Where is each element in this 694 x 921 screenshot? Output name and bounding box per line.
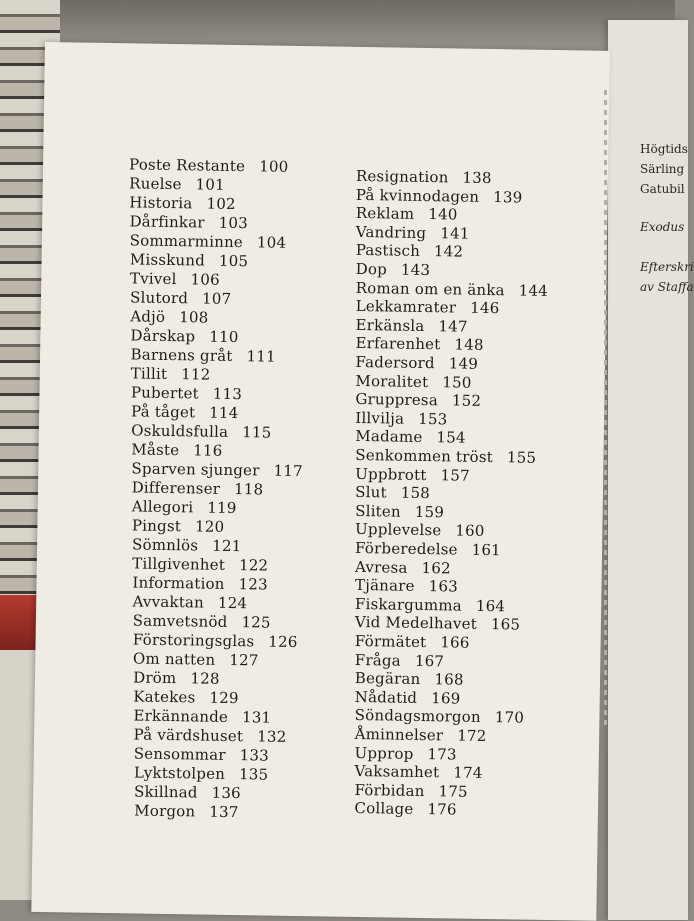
entry-title: Tvivel xyxy=(129,269,177,289)
entry-page-number: 118 xyxy=(233,480,264,499)
entry-title: På tåget xyxy=(130,402,196,422)
contents-entry xyxy=(133,668,220,687)
contents-entry xyxy=(132,497,237,517)
facing-page-line: Exodus xyxy=(640,220,685,234)
entry-page-number: 128 xyxy=(190,669,220,688)
entry-page-number: 126 xyxy=(268,632,298,652)
entry-page-number: 150 xyxy=(442,372,472,392)
entry-page-number: 164 xyxy=(475,596,506,616)
contents-entry xyxy=(355,706,525,727)
entry-title: Upplevelse xyxy=(354,520,442,540)
contents-entry xyxy=(354,744,456,764)
entry-page-number: 106 xyxy=(190,270,220,289)
contents-entry xyxy=(355,483,430,502)
entry-title: Allegori xyxy=(131,497,194,517)
entry-title: Tjänare xyxy=(354,576,415,596)
entry-page-number: 169 xyxy=(431,688,461,708)
entry-title: Sensommar xyxy=(133,744,226,764)
entry-title: Lyktstolpen xyxy=(133,763,226,783)
contents-entry xyxy=(129,174,225,194)
contents-entry xyxy=(134,744,269,764)
entry-page-number: 132 xyxy=(257,727,287,746)
contents-entry xyxy=(355,409,447,428)
contents-entry xyxy=(355,446,536,467)
contents-entry xyxy=(355,558,451,578)
entry-page-number: 144 xyxy=(518,281,549,300)
entry-page-number: 112 xyxy=(181,365,211,384)
entry-title: Gruppresa xyxy=(355,390,439,410)
entry-page-number: 148 xyxy=(454,335,484,355)
entry-page-number: 121 xyxy=(212,536,242,556)
entry-page-number: 155 xyxy=(506,448,537,467)
entry-page-number: 162 xyxy=(421,558,452,578)
entry-page-number: 119 xyxy=(207,498,237,518)
contents-entry xyxy=(129,193,236,213)
contents-entry xyxy=(134,801,239,821)
entry-title: Oskuldsfulla xyxy=(131,421,229,441)
contents-entry xyxy=(356,204,458,224)
contents-entry xyxy=(355,390,481,410)
entry-title: Senkommen tröst xyxy=(355,445,494,467)
entry-title: Moralitet xyxy=(355,371,429,391)
contents-entry xyxy=(355,669,464,689)
entry-page-number: 147 xyxy=(438,317,468,336)
contents-entry xyxy=(130,307,208,326)
entry-title: Barnens gråt xyxy=(130,345,233,365)
contents-entry xyxy=(356,241,464,261)
contents-entry xyxy=(356,260,431,279)
contents-entry xyxy=(129,155,289,176)
entry-page-number: 143 xyxy=(400,260,431,280)
entry-title: Sparven sjunger xyxy=(131,459,260,480)
entry-page-number: 113 xyxy=(212,384,243,404)
entry-page-number: 131 xyxy=(241,708,272,727)
entry-page-number: 125 xyxy=(241,613,271,632)
entry-title: Pingst xyxy=(131,516,182,536)
contents-entry xyxy=(132,592,247,612)
entry-title: På kvinnodagen xyxy=(355,185,480,206)
entry-page-number: 127 xyxy=(229,650,259,670)
entry-title: Erfarenhet xyxy=(355,334,441,354)
entry-page-number: 149 xyxy=(448,354,479,373)
entry-page-number: 137 xyxy=(209,802,239,822)
contents-entry xyxy=(133,725,286,745)
contents-entry xyxy=(356,167,492,187)
contents-entry xyxy=(131,402,239,422)
entry-title: Sliten xyxy=(355,501,401,521)
entry-page-number: 105 xyxy=(218,251,249,271)
entry-title: Tillgivenhet xyxy=(132,554,226,574)
entry-page-number: 114 xyxy=(209,403,239,423)
entry-title: Roman om en änka xyxy=(355,278,505,299)
entry-title: Collage xyxy=(354,799,414,819)
entry-page-number: 120 xyxy=(194,517,225,536)
contents-entry xyxy=(130,326,238,346)
entry-page-number: 176 xyxy=(427,800,457,819)
contents-entry xyxy=(355,688,461,708)
contents-entry xyxy=(356,185,523,206)
contents-entry xyxy=(133,630,298,651)
entry-page-number: 139 xyxy=(493,187,523,207)
contents-entry xyxy=(355,427,466,447)
entry-title: Förstoringsglas xyxy=(132,630,255,651)
entry-page-number: 142 xyxy=(433,242,464,261)
entry-page-number: 170 xyxy=(494,708,525,727)
entry-title: Upprop xyxy=(354,743,414,763)
entry-page-number: 159 xyxy=(414,502,445,522)
contents-entry xyxy=(355,353,478,373)
entry-page-number: 107 xyxy=(201,289,232,308)
contents-entry xyxy=(355,465,470,485)
entry-title: Erkänsla xyxy=(355,315,425,335)
contents-entry xyxy=(134,763,269,783)
contents-entry xyxy=(129,212,248,232)
contents-entry xyxy=(355,520,485,540)
entry-title: Samvetsnöd xyxy=(132,611,228,631)
entry-page-number: 117 xyxy=(273,461,303,481)
entry-title: Morgon xyxy=(134,801,196,821)
entry-title: Vandring xyxy=(355,222,427,242)
entry-page-number: 146 xyxy=(470,298,500,318)
entry-page-number: 173 xyxy=(427,744,457,764)
entry-title: Förmätet xyxy=(354,631,427,652)
entry-page-number: 157 xyxy=(440,465,470,485)
contents-entry xyxy=(354,781,468,801)
contents-entry xyxy=(131,440,222,459)
contents-entry xyxy=(355,651,445,670)
entry-title: Madame xyxy=(355,427,423,447)
contents-entry xyxy=(355,725,487,745)
entry-page-number: 136 xyxy=(211,783,242,803)
binding-stitches xyxy=(604,90,607,730)
contents-entry xyxy=(355,502,444,521)
entry-title: Måste xyxy=(131,440,180,460)
entry-page-number: 123 xyxy=(238,575,269,594)
entry-page-number: 103 xyxy=(218,213,249,233)
entry-page-number: 122 xyxy=(238,556,269,575)
entry-title: Fråga xyxy=(354,650,402,670)
contents-entry xyxy=(132,573,268,593)
contents-entry xyxy=(355,334,483,354)
entry-page-number: 161 xyxy=(471,540,502,560)
entry-page-number: 101 xyxy=(195,175,225,194)
entry-page-number: 165 xyxy=(490,615,521,634)
entry-title: Pubertet xyxy=(130,383,199,403)
entry-page-number: 102 xyxy=(206,194,236,214)
entry-page-number: 135 xyxy=(238,765,269,784)
entry-title: Slut xyxy=(355,483,387,502)
contents-entry xyxy=(354,799,456,819)
contents-entry xyxy=(355,613,521,634)
entry-title: Fadersord xyxy=(355,352,435,373)
entry-page-number: 116 xyxy=(193,441,223,460)
entry-title: Erkännande xyxy=(133,706,229,726)
entry-page-number: 172 xyxy=(457,726,487,746)
contents-entry xyxy=(355,372,471,392)
entry-page-number: 154 xyxy=(436,428,466,448)
entry-title: Avvaktan xyxy=(132,592,205,612)
entry-title: Begäran xyxy=(354,669,421,689)
contents-entry xyxy=(355,297,499,317)
entry-page-number: 152 xyxy=(451,391,482,411)
contents-entry xyxy=(131,421,271,441)
entry-page-number: 166 xyxy=(440,633,470,652)
entry-title: Illvilja xyxy=(355,408,405,428)
entry-page-number: 110 xyxy=(209,327,239,347)
contents-entry xyxy=(130,345,275,365)
contents-entry xyxy=(131,383,242,403)
entry-title: Poste Restante xyxy=(128,155,246,176)
entry-page-number: 115 xyxy=(242,423,272,442)
entry-title: Vaksamhet xyxy=(354,762,440,782)
entry-page-number: 104 xyxy=(256,233,287,252)
entry-page-number: 160 xyxy=(455,521,485,541)
contents-page xyxy=(31,42,610,921)
contents-entry xyxy=(130,231,287,251)
contents-entry xyxy=(132,478,264,498)
entry-title: Skillnad xyxy=(133,782,198,802)
entry-title: Katekes xyxy=(133,687,196,707)
entry-title: Fiskargumma xyxy=(354,594,463,615)
facing-page-line: Särling xyxy=(640,162,685,176)
entry-page-number: 158 xyxy=(400,483,431,503)
contents-entry xyxy=(356,223,470,243)
entry-title: Dop xyxy=(355,259,388,279)
entry-title: Slutord xyxy=(129,288,189,308)
entry-title: Förberedelse xyxy=(354,538,458,559)
contents-entry xyxy=(131,364,211,383)
facing-page-line: Gatubil xyxy=(640,182,685,196)
entry-title: Misskund xyxy=(129,250,206,270)
contents-entry xyxy=(354,762,482,782)
entry-page-number: 108 xyxy=(179,308,209,327)
entry-title: Pastisch xyxy=(355,241,421,261)
entry-page-number: 141 xyxy=(440,224,470,243)
entry-page-number: 124 xyxy=(217,593,248,613)
contents-entry xyxy=(132,535,242,555)
entry-title: Åminnelser xyxy=(354,724,444,745)
contents-entry xyxy=(355,632,470,652)
contents-entry xyxy=(134,782,241,802)
entry-page-number: 111 xyxy=(246,347,276,366)
entry-title: Dröm xyxy=(133,668,177,688)
contents-entry xyxy=(133,687,239,707)
entry-page-number: 167 xyxy=(414,651,445,670)
contents-entry xyxy=(130,288,231,308)
contents-entry xyxy=(355,316,467,336)
entry-title: Vid Medelhavet xyxy=(354,613,478,634)
contents-entry xyxy=(355,576,458,596)
entry-title: Historia xyxy=(129,193,193,213)
facing-page xyxy=(608,20,694,920)
entry-page-number: 100 xyxy=(259,157,289,176)
contents-entry xyxy=(132,554,268,574)
entry-page-number: 129 xyxy=(209,688,239,708)
entry-title: Ruelse xyxy=(129,174,182,194)
contents-entry xyxy=(132,516,225,535)
entry-title: Förbidan xyxy=(354,780,425,800)
entry-title: Sömnlös xyxy=(131,535,199,555)
contents-entry xyxy=(133,706,271,726)
contents-entry xyxy=(355,539,501,559)
entry-page-number: 168 xyxy=(434,670,464,689)
entry-title: Resignation xyxy=(355,166,449,187)
entry-title: Nådatid xyxy=(354,687,418,707)
contents-entry xyxy=(130,250,249,270)
entry-title: Information xyxy=(132,573,225,593)
entry-title: Tillit xyxy=(130,364,168,383)
entry-title: Dårskap xyxy=(130,326,196,346)
entry-page-number: 175 xyxy=(438,782,468,801)
entry-title: Differenser xyxy=(131,478,221,498)
entry-page-number: 140 xyxy=(428,205,458,224)
contents-entry xyxy=(133,649,259,669)
entry-page-number: 163 xyxy=(428,577,459,596)
entry-title: Reklam xyxy=(355,204,415,224)
contents-entry xyxy=(130,269,220,288)
entry-title: Dårfinkar xyxy=(129,212,205,232)
contents-entry xyxy=(131,459,303,480)
entry-page-number: 174 xyxy=(453,763,483,783)
entry-title: På värdshuset xyxy=(133,725,244,746)
contents-entry xyxy=(356,279,549,300)
entry-page-number: 153 xyxy=(418,409,448,429)
contents-entry xyxy=(355,595,505,615)
entry-page-number: 138 xyxy=(462,168,492,188)
entry-title: Lekkamrater xyxy=(355,297,457,317)
entry-title: Adjö xyxy=(130,307,166,326)
facing-page-line: av Staffa xyxy=(640,280,694,294)
entry-title: Om natten xyxy=(132,649,216,669)
entry-title: Söndagsmorgon xyxy=(354,706,481,727)
facing-page-line: Högtids xyxy=(640,142,688,156)
contents-entry xyxy=(133,611,271,631)
entry-title: Uppbrott xyxy=(355,464,427,484)
entry-title: Avresa xyxy=(354,557,408,577)
entry-page-number: 133 xyxy=(239,746,270,765)
entry-title: Sommarminne xyxy=(129,231,244,252)
facing-page-line: Efterskri xyxy=(640,260,694,274)
